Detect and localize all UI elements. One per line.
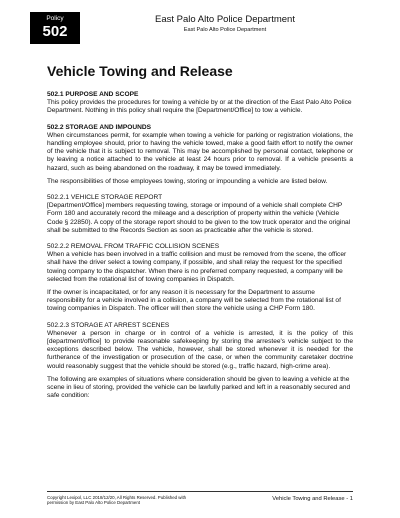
policy-badge-label: Policy [46,15,64,22]
org-title: East Palo Alto Police Department [155,14,295,25]
section-heading-storage: 502.2 STORAGE AND IMPOUNDS [47,123,152,131]
paragraph: This policy provides the procedures for towing a vehicle by or at the direction of the East Palo Alto Police Department. Nothing in this policy shall require the [Department/Office] to tow a vehicle. [47,99,352,115]
copyright-notice: Copyright Lexipol, LLC 2018/12/20, All Rights Reserved. Published with permission by East Palo Alto Police Department [47,495,187,505]
subsection-heading-storage-report: 502.2.1 VEHICLE STORAGE REPORT [47,194,163,202]
paragraph: If the owner is incapacitated, or for any reason it is necessary for the Department to assume responsibility for a vehicle involved in a collision, a company will be selected from the rotational list of towing companies in Dispatch. The officer will then store the vehicle using a CHP Form 180. [47,289,341,313]
page-header [80,14,370,34]
paragraph: The following are examples of situations where consideration should be given to leaving a vehicle at the scene in lieu of storing, provided the vehicle can be lawfully parked and left in a reasonably secured and safe condition: [47,375,351,400]
paragraph: Whenever a person in charge or in control of a vehicle is arrested, it is the policy of this [department/office] to provide reasonable safekeeping by storing the arrestee's vehicle subject to the exceptions described below. The vehicle, however, shall be stored whenever it is needed for the furtherance of the investigation or prosecution of the case, or when the community caretaker doctrine would reasonably suggest that the vehicle should be stored (e.g., traffic hazard, high-crime area). [47,329,353,370]
footer-page-label: Vehicle Towing and Release - 1 [272,496,353,502]
page-title: Vehicle Towing and Release [47,63,233,79]
policy-badge [30,12,80,44]
page-footer [47,491,353,505]
paragraph: When a vehicle has been involved in a traffic collision and must be removed from the scene, the officer shall have the driver select a towing company, if possible, and shall relay the request for the specified towing company to the dispatcher. When there is no preferred company requested, a company will be selected from the rotational list of towing companies in Dispatch. [47,251,347,283]
subsection-heading-arrest-scenes: 502.2.3 STORAGE AT ARREST SCENES [47,321,170,329]
paragraph: [Department/Office] members requesting towing, storage or impound of a vehicle shall complete CHP Form 180 and accurately record the mileage and a description of property within the vehicle (Vehicle Code § 22850). A copy of the storage report should to be given to the tow truck operator and the original shall be submitted to the Records Section as soon as practicable after the vehicle is stored. [47,202,351,234]
paragraph: The responsibilities of those employees towing, storing or impounding a vehicle are listed below. [47,177,328,185]
org-subtitle: East Palo Alto Police Department [183,27,267,33]
paragraph: When circumstances permit, for example when towing a vehicle for parking or registration violations, the handling employee should, prior to having the vehicle towed, make a good faith effort to notify the owner of the vehicle that it is subject to removal. This may be accomplished by personal contact, telephone or by leaving a notice attached to the vehicle at least 24 hours prior to removal. If a vehicle presents a hazard, such as being abandoned on the roadway, it may be towed immediately. [47,131,353,172]
subsection-heading-collision-scenes: 502.2.2 REMOVAL FROM TRAFFIC COLLISION SCENES [47,243,220,251]
document-body [47,63,353,406]
policy-number: 502 [42,23,68,40]
section-heading-purpose: 502.1 PURPOSE AND SCOPE [47,91,139,98]
